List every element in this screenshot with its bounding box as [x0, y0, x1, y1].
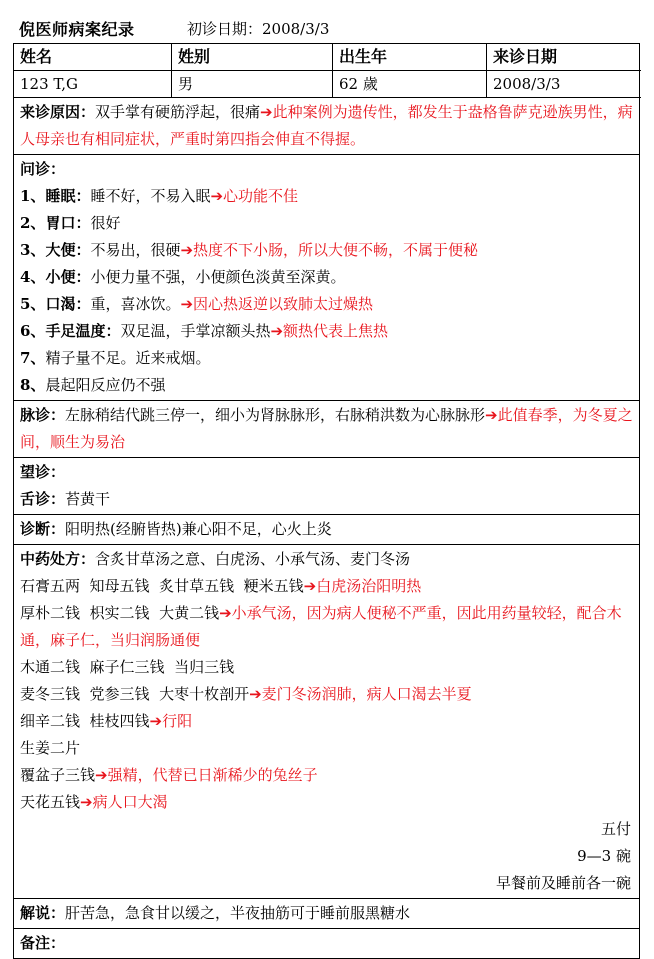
observation-label: 望诊：	[20, 463, 66, 481]
explanation-section	[14, 899, 639, 929]
diagnosis-label: 诊断：	[20, 520, 66, 538]
inquiry-label: 问诊：	[20, 160, 66, 178]
diagnosis-section	[14, 515, 639, 545]
inquiry-item-number: 1、	[20, 187, 46, 205]
explanation-text: 肝苦急，急食甘以缓之，半夜抽筋可于睡前服黑糖水	[65, 904, 411, 922]
patient-info-table	[14, 44, 639, 98]
observation-section	[14, 458, 639, 515]
pulse-label: 脉诊：	[20, 406, 66, 424]
inquiry-section	[14, 155, 639, 401]
prescription-line	[20, 654, 633, 681]
arrow-icon: ➔	[219, 604, 232, 622]
chief-complaint-text: 双手掌有硬筋浮起，很痛	[95, 103, 261, 121]
prescription-line	[20, 762, 633, 789]
pulse-line	[20, 402, 633, 456]
visit-date-value: 2008/3/3	[487, 71, 641, 98]
pulse-note: 此值春季，为冬夏之间，顺生为易治	[20, 406, 633, 451]
inquiry-list	[20, 183, 633, 399]
inquiry-item-note: 心功能不佳	[223, 187, 299, 205]
prescription-note: 小承气汤，因为病人便秘不严重，因此用药量较轻，配合木通，麻子仁，当归润肠通便	[20, 604, 622, 649]
prescription-herbs: 麦冬三钱 党参三钱 大枣十枚剖开	[20, 685, 250, 703]
inquiry-item-text: 小便力量不强，小便颜色淡黄至深黄。	[90, 268, 346, 286]
inquiry-item-number: 6、	[20, 322, 46, 340]
arrow-icon: ➔	[270, 322, 284, 340]
prescription-list	[20, 573, 633, 816]
inquiry-item	[20, 264, 633, 291]
prescription-intro-line	[20, 546, 633, 573]
chief-complaint-section	[14, 98, 639, 155]
inquiry-item-number: 7、	[20, 349, 46, 367]
arrow-icon: ➔	[95, 766, 108, 784]
inquiry-item-number: 5、	[20, 295, 46, 313]
patient-sex-value: 男	[172, 71, 333, 98]
inquiry-item-text: 不易出，很硬	[90, 241, 181, 259]
inquiry-item-label: 手足温度：	[45, 322, 121, 340]
diagnosis-line	[20, 516, 633, 543]
explanation-line	[20, 900, 633, 927]
chief-complaint-note: 此种案例为遗传性，都发生于盎格鲁萨克逊族男性，病人母亲也有相同症状，严重时第四指会伸直不得握。	[20, 103, 633, 148]
initial-visit-date: 初诊日期：2008/3/3	[187, 19, 330, 38]
inquiry-item-text: 双足温，手掌凉额头热	[120, 322, 271, 340]
dosage-packs: 五付	[600, 820, 631, 838]
tongue-label: 舌诊：	[20, 490, 66, 508]
inquiry-item	[20, 237, 633, 264]
prescription-line	[20, 600, 633, 654]
inquiry-item-note: 额热代表上焦热	[283, 322, 389, 340]
col-header-name: 姓名	[14, 44, 172, 71]
medical-record-page	[13, 13, 640, 959]
arrow-icon: ➔	[149, 712, 163, 730]
inquiry-item	[20, 345, 633, 372]
prescription-herbs: 厚朴二钱 枳实二钱 大黄二钱	[20, 604, 220, 622]
inquiry-item-number: 3、	[20, 241, 46, 259]
prescription-line	[20, 735, 633, 762]
explanation-label: 解说：	[20, 904, 66, 922]
record-title-row	[13, 13, 640, 43]
prescription-herbs: 木通二钱 麻子仁三钱 当归三钱	[20, 658, 235, 676]
arrow-icon: ➔	[180, 241, 194, 259]
pulse-section	[14, 401, 639, 458]
inquiry-item-note: 热度不下小肠，所以大便不畅，不属于便秘	[193, 241, 479, 259]
inquiry-item	[20, 318, 633, 345]
col-header-visit-date: 来诊日期	[487, 44, 641, 71]
arrow-icon: ➔	[180, 295, 194, 313]
record-frame	[13, 43, 640, 959]
prescription-herbs: 生姜二片	[20, 739, 81, 757]
inquiry-item	[20, 183, 633, 210]
prescription-herbs: 石膏五两 知母五钱 炙甘草五钱 粳米五钱	[20, 577, 304, 595]
col-header-sex: 姓别	[172, 44, 333, 71]
dosage-volume: 9—3 碗	[577, 847, 631, 865]
inquiry-item-text: 很好	[90, 214, 121, 232]
patient-name-value: 123 T,G	[14, 71, 172, 98]
arrow-icon: ➔	[210, 187, 224, 205]
arrow-icon: ➔	[80, 793, 93, 811]
arrow-icon: ➔	[485, 406, 498, 424]
prescription-label: 中药处方：	[20, 550, 96, 568]
prescription-herbs: 天花五钱	[20, 793, 81, 811]
record-title: 倪医师病案纪录	[19, 19, 135, 39]
inquiry-item	[20, 291, 633, 318]
inquiry-item-number: 4、	[20, 268, 46, 286]
arrow-icon: ➔	[260, 103, 273, 121]
tongue-text: 苔黄干	[65, 490, 111, 508]
inquiry-item-label: 口渴：	[45, 295, 91, 313]
prescription-line	[20, 573, 633, 600]
prescription-section	[14, 545, 639, 899]
inquiry-item-note: 因心热返逆以致肺太过燥热	[193, 295, 374, 313]
prescription-line	[20, 681, 633, 708]
inquiry-item-text: 精子量不足。近来戒烟。	[45, 349, 211, 367]
inquiry-item-text: 重，喜冰饮。	[90, 295, 181, 313]
inquiry-item	[20, 210, 633, 237]
prescription-line	[20, 708, 633, 735]
col-header-birth-year: 出生年	[333, 44, 487, 71]
inquiry-item-number: 8、	[20, 376, 46, 394]
prescription-line	[20, 789, 633, 816]
arrow-icon: ➔	[249, 685, 262, 703]
inquiry-item	[20, 372, 633, 399]
prescription-note: 病人口大渴	[92, 793, 168, 811]
dosage-timing: 早餐前及睡前各一碗	[495, 874, 631, 892]
prescription-note: 麦门冬汤润肺，病人口渴去半夏	[261, 685, 472, 703]
inquiry-item-text: 睡不好，不易入眠	[90, 187, 211, 205]
arrow-icon: ➔	[303, 577, 317, 595]
inquiry-item-label: 小便：	[45, 268, 91, 286]
inquiry-item-number: 2、	[20, 214, 46, 232]
pulse-text: 左脉稍结代跳三停一，细小为肾脉脉形，右脉稍洪数为心脉脉形	[65, 406, 486, 424]
remarks-section	[14, 929, 639, 958]
remarks-label: 备注：	[20, 934, 66, 952]
inquiry-item-label: 睡眠：	[45, 187, 91, 205]
tongue-line	[20, 486, 633, 513]
prescription-intro: 含炙甘草汤之意、白虎汤、小承气汤、麦门冬汤	[95, 550, 411, 568]
inquiry-item-label: 大便：	[45, 241, 91, 259]
prescription-note: 行阳	[162, 712, 193, 730]
patient-age-value: 62 歲	[333, 71, 487, 98]
prescription-note: 白虎汤治阳明热	[316, 577, 422, 595]
prescription-herbs: 细辛二钱 桂枝四钱	[20, 712, 150, 730]
chief-complaint-line	[20, 99, 633, 153]
diagnosis-text: 阳明热(经腑皆热)兼心阳不足，心火上炎	[65, 520, 332, 538]
inquiry-item-text: 晨起阳反应仍不强	[45, 376, 166, 394]
prescription-herbs: 覆盆子三钱	[20, 766, 96, 784]
inquiry-item-label: 胃口：	[45, 214, 91, 232]
chief-complaint-label: 来诊原因：	[20, 103, 96, 121]
prescription-note: 强精，代替已日渐稀少的兔丝子	[107, 766, 318, 784]
